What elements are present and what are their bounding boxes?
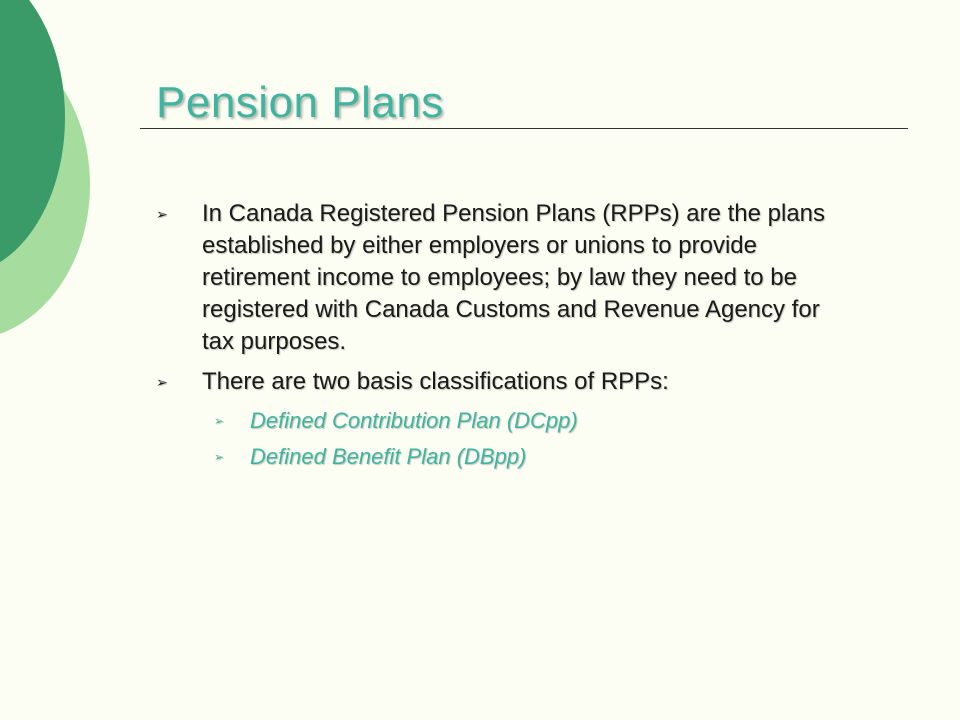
arrow-right-icon: ➢ xyxy=(214,450,225,464)
arrow-right-icon: ➢ xyxy=(214,414,225,428)
sub-bullet-item xyxy=(150,406,850,436)
sub-bullet-text: Defined Contribution Plan (DCpp) xyxy=(250,408,578,433)
sub-bullet-item xyxy=(150,442,850,472)
bullet-text: In Canada Registered Pension Plans (RPPs) are the plans established by either employers or unions to provide retirement income to employees; by law they need to be registered with Canada Customs and Revenue Agency for tax purposes. xyxy=(202,200,826,355)
arrow-right-icon: ➢ xyxy=(156,374,168,390)
bullet-item xyxy=(150,366,850,398)
decorative-circles xyxy=(0,0,120,360)
slide-content xyxy=(150,198,850,478)
slide-title: Pension Plans xyxy=(156,78,444,127)
arrow-right-icon: ➢ xyxy=(156,206,168,222)
bullet-item xyxy=(150,198,850,358)
sub-bullet-text: Defined Benefit Plan (DBpp) xyxy=(250,444,527,469)
title-divider xyxy=(140,128,908,129)
bullet-text: There are two basis classifications of RPPs: xyxy=(202,368,669,395)
